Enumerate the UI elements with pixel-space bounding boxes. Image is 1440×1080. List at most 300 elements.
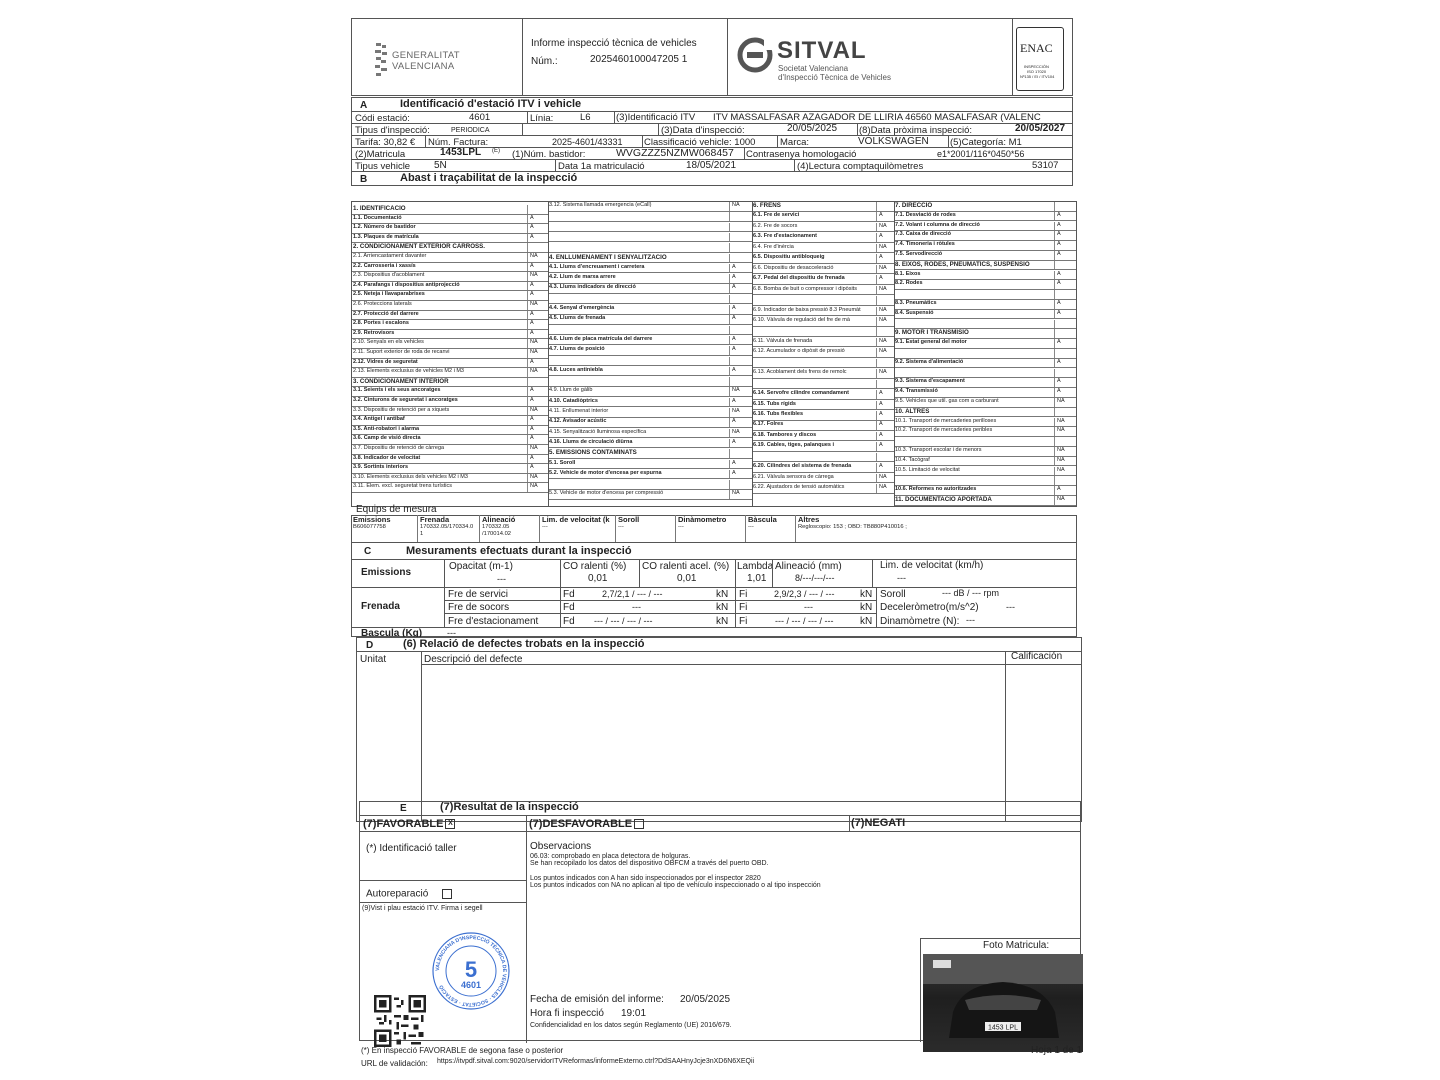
equips-title: Equips de mesura (356, 504, 437, 515)
equips-header: Bàscula (748, 515, 777, 524)
data-inspeccio-label: (3)Data d'inspecció: (661, 125, 745, 136)
checklist-row (352, 330, 548, 340)
checklist-row (894, 359, 1076, 369)
checklist-row (894, 212, 1076, 222)
fre-servici-label: Fre de servici (448, 589, 509, 600)
checklist-item-result: NA (879, 369, 887, 376)
checklist-row (752, 401, 894, 411)
contrasenya-label: Contrasenya homologació (746, 149, 857, 160)
matricula-country: (E) (492, 148, 500, 154)
vist-i-plau-label: (9)Vist i plau estació ITV. Firma i segell (362, 905, 483, 912)
fd-label-1: Fd (563, 589, 575, 600)
checklist-row (752, 223, 894, 233)
checklist-item-label: 4.15. Senyalització lluminosa específica (549, 428, 647, 435)
url-label: URL de validación: (361, 1059, 428, 1068)
checklist-item-result: A (1057, 300, 1061, 306)
fre-estac-fd: --- / --- / --- / --- (594, 616, 653, 626)
data-matric: 18/05/2021 (686, 160, 737, 171)
checklist-item-result: A (732, 284, 736, 291)
favorable-checkbox[interactable]: X (445, 819, 455, 829)
checklist-row (894, 427, 1076, 437)
checklist-item-result: A (530, 425, 534, 432)
equips-header: Soroll (618, 515, 640, 524)
num-label: Núm.: (531, 56, 558, 67)
co-acel: 0,01 (677, 573, 697, 584)
checklist-row (752, 296, 894, 306)
stamp-code: 4601 (460, 980, 482, 990)
checklist-item-result: A (530, 329, 534, 336)
checklist-item-result: NA (1057, 447, 1065, 453)
checklist-item-label: 7.3. Caixa de direcció (895, 231, 951, 238)
fi-label-1: Fi (739, 589, 748, 600)
checklist-row (352, 282, 548, 292)
negativa-label: (7)NEGATI (851, 817, 906, 829)
checklist-row (548, 490, 752, 500)
section-e-title: (7)Resultat de la inspecció (440, 801, 579, 813)
plate-text: 1453 LPL (988, 1024, 1018, 1032)
checklist-item-result: NA (732, 202, 740, 208)
checklist-row (352, 387, 548, 397)
co-acel-label: CO ralenti acel. (%) (642, 561, 730, 572)
tipus-inspeccio-label: Tipus d'inspecció: (355, 125, 430, 136)
checklist-row (548, 202, 752, 212)
fi-label-3: Fi (739, 616, 748, 627)
checklist-item-result: NA (879, 264, 887, 271)
checklist-item-result: A (530, 358, 534, 365)
checklist-item-label: 2.3. Dispositius d'acoblament (353, 272, 425, 279)
checklist-row (894, 457, 1076, 467)
kn-6: kN (860, 616, 873, 627)
checklist-item-result: A (732, 274, 736, 281)
checklist-row (894, 398, 1076, 408)
checklist-item-label: 5. EMISSIONS CONTAMINATS (549, 449, 637, 457)
checklist-item-result: NA (530, 253, 538, 259)
checklist-item-label: 4.9. Llum de gàlib (549, 387, 593, 394)
checklist-item-result: NA (530, 349, 538, 355)
section-d-letter: D (366, 640, 374, 651)
kn-3: kN (716, 616, 729, 627)
fd-label-2: Fd (563, 602, 575, 613)
decel: --- (1006, 602, 1015, 612)
checklist-row (894, 467, 1076, 477)
checklist-item-label: 3.11. Elem. excl. seguretat trens turístics (353, 483, 452, 490)
checklist-row (548, 418, 752, 428)
checklist-row (352, 234, 548, 244)
desfavorable-checkbox[interactable] (634, 819, 644, 829)
fre-servici-fi: 2,9/2,3 / --- / --- (774, 589, 835, 599)
opacitat: --- (497, 574, 506, 584)
checklist-item-result: NA (530, 445, 538, 451)
checklist-item-label: 4.16. Llums de circulació diürna (549, 438, 633, 445)
checklist-item-label: 6.11. Vàlvula de frenada (753, 337, 813, 344)
checklist-item-label: 9.3. Sistema d'escapament (895, 378, 965, 385)
matricula: 1453LPL (440, 147, 482, 158)
equips-header: Alineació (482, 515, 516, 524)
checklist-row (894, 476, 1076, 486)
checklist-row (894, 349, 1076, 359)
checklist-item-result: A (1057, 358, 1061, 365)
soroll-label: Soroll (880, 589, 906, 600)
marca-label: Marca: (780, 137, 810, 148)
checklist-row (752, 453, 894, 463)
enac-sub-2: ISO 17020 (1027, 69, 1047, 74)
checklist-item-label: 8.3. Pneumàtics (895, 300, 937, 306)
equips-header: Emissions (353, 515, 391, 524)
checklist-item-result: A (1057, 241, 1061, 248)
car-photo-icon (923, 954, 1083, 1052)
signature-redacted (905, 835, 1065, 935)
checklist-item-label: 1.3. Plaques de matrícula (353, 233, 419, 240)
checklist-item-result: NA (732, 408, 740, 414)
checklist-row (548, 315, 752, 325)
section-a (351, 97, 1073, 186)
lim-vel-label: Lim. de velocitat (km/h) (880, 560, 984, 571)
checklist-item-result: A (530, 310, 534, 317)
checklist-item-label: 3.10. Elements exclusius dels vehicles M2 i M3 (353, 473, 468, 480)
checklist-row (894, 280, 1076, 290)
equips-value: --- (618, 524, 624, 530)
checklist-item-result: NA (1057, 417, 1065, 424)
checklist-row (352, 426, 548, 436)
checklist-row (352, 263, 548, 273)
checklist-item-label: 5.1. Soroll (549, 459, 576, 466)
checklist-row (548, 274, 752, 284)
checklist-item-label: 2.9. Retrovisors (353, 329, 395, 336)
checklist-item-label: 11. DOCUMENTACIÓ APORTADA (895, 496, 992, 503)
generalitat-logo (374, 41, 460, 84)
checklist-row (752, 390, 894, 400)
checklist-item-label: 1. IDENTIFICACIÓ (353, 205, 406, 212)
checklist-item-label: 9. MOTOR I TRANSMISIÓ (895, 329, 969, 337)
checklist-item-label: 5.2. Vehicle de motor d'encesa per espurna (549, 469, 662, 476)
observacions-line-1: 06.03: comprobado en placa detectora de holguras. (530, 853, 691, 860)
checklist-row (548, 243, 752, 253)
checklist-item-result: NA (879, 222, 887, 229)
section-c (351, 542, 1077, 637)
soroll: --- dB / --- rpm (942, 588, 999, 598)
checklist-row (752, 442, 894, 452)
checklist-row (548, 377, 752, 387)
section-c-title: Mesuraments efectuats durant la inspecció (406, 545, 632, 557)
checklist-row (352, 378, 548, 388)
checklist-item-result: A (879, 442, 883, 449)
equips-header: Lim. de velocitat (k (542, 515, 610, 524)
tipus-vehicle-label: Tipus vehicle (355, 161, 411, 172)
checklist-row (752, 484, 894, 494)
checklist-item-label: 3.1. Seients i els seus ancoratges (353, 387, 441, 394)
checklist-item-label: 9.1. Estat general del motor (895, 339, 967, 346)
checklist-row (894, 408, 1076, 418)
checklist-row (752, 233, 894, 243)
checklist-item-label: 6.16. Tubs flexibles (753, 411, 804, 417)
lectura-label: (4)Lectura comptaquilòmetres (797, 161, 924, 172)
checklist-item-label: 4.10. Catadiòptrics (549, 397, 598, 404)
checklist-item-label: 6.17. Folres (753, 421, 784, 428)
section-e-letter: E (400, 803, 407, 814)
col-descripcio: Descripció del defecte (424, 654, 523, 665)
checklist-item-result: NA (1057, 496, 1065, 502)
observacions-line-5: Los puntos indicados con NA no aplican al tipo de vehículo inspeccionado o al tipo inspección (530, 882, 821, 889)
equips-header: Frenada (420, 515, 450, 524)
checklist-item-label: 4.6. Llum de placa matrícula del darrere (549, 335, 653, 342)
checklist-item-result: A (530, 233, 534, 240)
fre-servici-fd: 2,7/2,1 / --- / --- (602, 589, 663, 599)
bascula-label: Bascula (Kg) (361, 628, 423, 639)
checklist-row (894, 320, 1076, 330)
checklist-item-result: A (732, 397, 736, 404)
linia-label: Línia: (530, 113, 554, 124)
equips-cell (795, 515, 1077, 543)
checklist-row (894, 290, 1076, 300)
checklist-item-label: 1.1. Documentació (353, 214, 402, 221)
checklist-row (894, 310, 1076, 320)
checklist-item-result: A (1057, 211, 1061, 218)
checklist-item-label: 4.2. Llum de marxa arrere (549, 274, 616, 281)
checklist-item-label: 3. CONDICIONAMENT INTERIOR (353, 377, 449, 385)
validation-url[interactable]: https://itvpdf.sitval.com:9020/servidorITVReformas/informeExterno.ctrl?DdSAAHnyJcje3nXD6N6XEQii (437, 1058, 755, 1065)
co-ralenti: 0,01 (588, 573, 608, 584)
checklist-item-label: 6.7. Pedal del dispositiu de frenada (753, 275, 845, 282)
checklist-item-label: 3.4. Antigel i antibaf (353, 416, 405, 423)
checklist-item-label: 6.18. Tambores y discos (753, 431, 817, 438)
bastidor-label: (1)Núm. bastidor: (512, 149, 586, 160)
checklist-item-result: A (879, 421, 883, 428)
opacitat-label: Opacitat (m-1) (449, 561, 513, 572)
checklist-item-result: A (530, 454, 534, 461)
checklist-item-result: A (1057, 231, 1061, 238)
checklist-row (352, 205, 548, 215)
fre-socors-label: Fre de socors (448, 602, 510, 613)
checklist-item-label: 4. ENLLUMENAMENT I SENYALITZACIÓ (549, 253, 667, 261)
equips-cell (675, 515, 745, 543)
checklist-row (894, 388, 1076, 398)
section-b-title: Abast i traçabilitat de la inspecció (400, 172, 578, 184)
checklist-item-result: A (530, 464, 534, 471)
equips-value: 170332.05/170334.0 (420, 524, 474, 530)
checklist-item-label: 6.21. Vàlvula sensora de càrrega (753, 473, 834, 480)
checklist-item-label: 6.2. Fre de socors (753, 222, 798, 229)
checklist-item-label: 4.5. Llums de frenada (549, 315, 606, 322)
checklist-item-label: 8.2. Rodes (895, 280, 923, 287)
checklist-item-label: 7. DIRECCIÓ (895, 202, 933, 209)
section-b-grid (351, 201, 1077, 507)
org-name-line1: GENERALITAT (392, 50, 460, 61)
checklist-item-result: A (732, 469, 736, 476)
checklist-item-result: A (732, 346, 736, 353)
linia: L6 (580, 112, 591, 123)
fre-socors-fi: --- (804, 602, 813, 612)
checklist-row (752, 359, 894, 369)
checklist-item-result: NA (530, 272, 538, 279)
checklist-row (352, 359, 548, 369)
marca: VOLKSWAGEN (858, 136, 929, 147)
checklist-row (352, 445, 548, 455)
checklist-item-result: A (879, 400, 883, 407)
checklist-row (752, 369, 894, 379)
bascula: --- (447, 628, 456, 638)
checklist-item-result: A (1057, 280, 1061, 287)
enac-label: ENAC (1020, 41, 1053, 55)
enac-badge (1016, 27, 1064, 91)
matricula-label: (2)Matricula (355, 149, 406, 160)
checklist-row (752, 317, 894, 327)
org-name-line2: VALENCIANA (392, 61, 455, 72)
checklist-row (894, 339, 1076, 349)
checklist-item-result: A (879, 233, 883, 240)
checklist-item-label: 6.4. Fre d'inèrcia (753, 243, 794, 250)
checklist-item-result: A (530, 397, 534, 403)
checklist-item-label: 2.8. Portes i escalons (353, 320, 409, 327)
checklist-row (752, 265, 894, 275)
checklist-item-label: 2.6. Proteccions laterals (353, 301, 412, 307)
section-d (356, 637, 1082, 822)
checklist-item-label: 7.4. Timoneria i ròtules (895, 241, 955, 248)
checklist-item-label: 4.1. Llums d'encreuament i carretera (549, 263, 645, 270)
checklist-item-result: A (732, 335, 736, 342)
checklist-item-label: 1.2. Número de bastidor (353, 224, 416, 231)
data-proxima-label: (8)Data pròxima inspecció: (859, 125, 972, 136)
equips-cell (539, 515, 615, 543)
checklist-row (894, 271, 1076, 281)
col-unitat: Unitat (360, 654, 387, 665)
equips-value: 170332.05 (482, 524, 510, 530)
checklist-item-result: NA (732, 428, 740, 435)
checklist-row (894, 418, 1076, 428)
equips-value: /170014.02 (482, 531, 512, 537)
classificacio-vehicle: Classificació vehicle: 1000 (644, 137, 756, 148)
itv-stamp (430, 930, 512, 1012)
checklist-row (752, 286, 894, 296)
checklist-row (752, 254, 894, 264)
checklist-item-label: 9.4. Transmissió (895, 388, 938, 395)
checklist-item-label: 6.15. Tubs rígids (753, 400, 796, 407)
alineacio: 8/---/---/--- (795, 573, 835, 583)
checklist-item-label: 7.2. Volant i columna de direcció (895, 221, 980, 228)
checklist-row (894, 261, 1076, 271)
equips-cell (351, 515, 417, 543)
checklist-row (548, 336, 752, 346)
equips-de-mesura (351, 505, 1077, 543)
equips-value: --- (542, 524, 548, 530)
fecha-emision: 20/05/2025 (680, 994, 731, 1005)
fi-label-2: Fi (739, 602, 748, 613)
tarifa: Tarifa: 30,82 € (355, 137, 416, 148)
checklist-item-result: NA (530, 339, 538, 346)
sitval-logo (737, 37, 892, 82)
equips-value: 1 (420, 531, 424, 537)
checklist-row (894, 251, 1076, 261)
footer-note: (*) En inspecció FAVORABLE de segona fase o posterior (361, 1046, 564, 1055)
checklist-row (352, 416, 548, 426)
checklist-row (548, 408, 752, 418)
checklist-item-label: 7.5. Servodirecció (895, 251, 943, 257)
enac-sub-1: INSPECCIÓN (1024, 64, 1049, 69)
checklist-item-label: 6.9. Indicador de baixa pressió 8.3 Pneumàt (753, 306, 861, 313)
checklist-row (548, 367, 752, 377)
checklist-item-result: NA (732, 490, 740, 497)
autoreparacio-label: Autoreparació (366, 889, 452, 900)
checklist-item-result: A (732, 459, 736, 466)
checklist-row (752, 380, 894, 390)
data-matric-label: Data 1a matriculació (558, 161, 645, 172)
hora-fi: 19:01 (621, 1008, 647, 1019)
fre-estac-label: Fre d'estacionament (448, 616, 539, 627)
checklist-item-label: 9.5. Vehicles que util. gas com a carburant (895, 398, 999, 404)
section-b-letter: B (360, 174, 368, 185)
checklist-item-result: A (1057, 486, 1061, 493)
checklist-row (548, 470, 752, 480)
checklist-row (548, 398, 752, 408)
checklist-row (352, 455, 548, 465)
checklist-item-label: 10.2. Transport de mercaderies peribles (895, 427, 993, 434)
checklist-row (548, 223, 752, 233)
codi-estacio: 4601 (469, 112, 491, 123)
bastidor: WVGZZZ5NZMW068457 (616, 147, 734, 159)
checklist-row (352, 301, 548, 311)
checklist-item-result: A (530, 291, 534, 298)
equips-cell (479, 515, 539, 543)
checklist-item-label: 3.9. Sortints interiors (353, 464, 409, 471)
checklist-row (894, 378, 1076, 388)
checklist-item-label: 6.6. Dispositiu de desacceleració (753, 264, 834, 271)
co-ralenti-label: CO ralenti (%) (563, 561, 627, 572)
equips-cell (615, 515, 675, 543)
checklist-item-label: 6.3. Fre d'estacionament (753, 233, 817, 240)
itv-id-label: (3)Identificació ITV (616, 112, 696, 123)
checklist-row (894, 437, 1076, 447)
checklist-row (548, 295, 752, 305)
checklist-row (894, 369, 1076, 379)
autoreparacio-checkbox[interactable] (442, 889, 452, 899)
checklist-row (548, 212, 752, 222)
vehicle-photo (923, 954, 1083, 1052)
checklist-item-result: A (530, 214, 534, 221)
lambda: 1,01 (747, 573, 767, 584)
alineacio-label: Alineació (mm) (775, 561, 842, 572)
checklist-item-result: A (530, 281, 534, 288)
checklist-row (752, 338, 894, 348)
checklist-item-label: 8.1. Eixos (895, 270, 921, 277)
checklist-item-label: 6.12. Acumulador o dipòsit de pressió (753, 348, 845, 355)
checklist-row (894, 231, 1076, 241)
checklist-row (752, 307, 894, 317)
checklist-row (352, 349, 548, 359)
checklist-item-result: NA (1057, 427, 1065, 434)
kn-1: kN (716, 589, 729, 600)
checklist-item-label: 7.1. Desviació de rodes (895, 211, 956, 218)
tipus-inspeccio: PERIODICA (451, 127, 490, 134)
checklist-row (352, 272, 548, 282)
checklist-item-result: NA (1057, 466, 1065, 473)
checklist-item-result: A (732, 305, 736, 311)
checklist-item-result: A (879, 431, 883, 438)
checklist-row (352, 464, 548, 474)
equips-cell (745, 515, 795, 543)
page-indicator: Hoja 1 de 1 (1031, 1045, 1083, 1056)
checklist-item-label: 8.4. Suspensió (895, 309, 934, 316)
checklist-item-result: NA (530, 406, 538, 413)
checklist-row (352, 435, 548, 445)
checklist-item-result: A (1057, 221, 1061, 228)
checklist-item-result: NA (1057, 398, 1065, 404)
checklist-item-result: NA (530, 301, 538, 307)
checklist-item-label: 3.5. Anti-robatori i alarma (353, 425, 420, 432)
report-number: 2025460100047205 1 (590, 54, 688, 65)
checklist-item-result: A (1057, 388, 1061, 395)
report-header (351, 18, 1073, 96)
dinamometre-label: Dinamòmetre (N): (880, 616, 960, 627)
emissions-label: Emissions (361, 567, 412, 578)
